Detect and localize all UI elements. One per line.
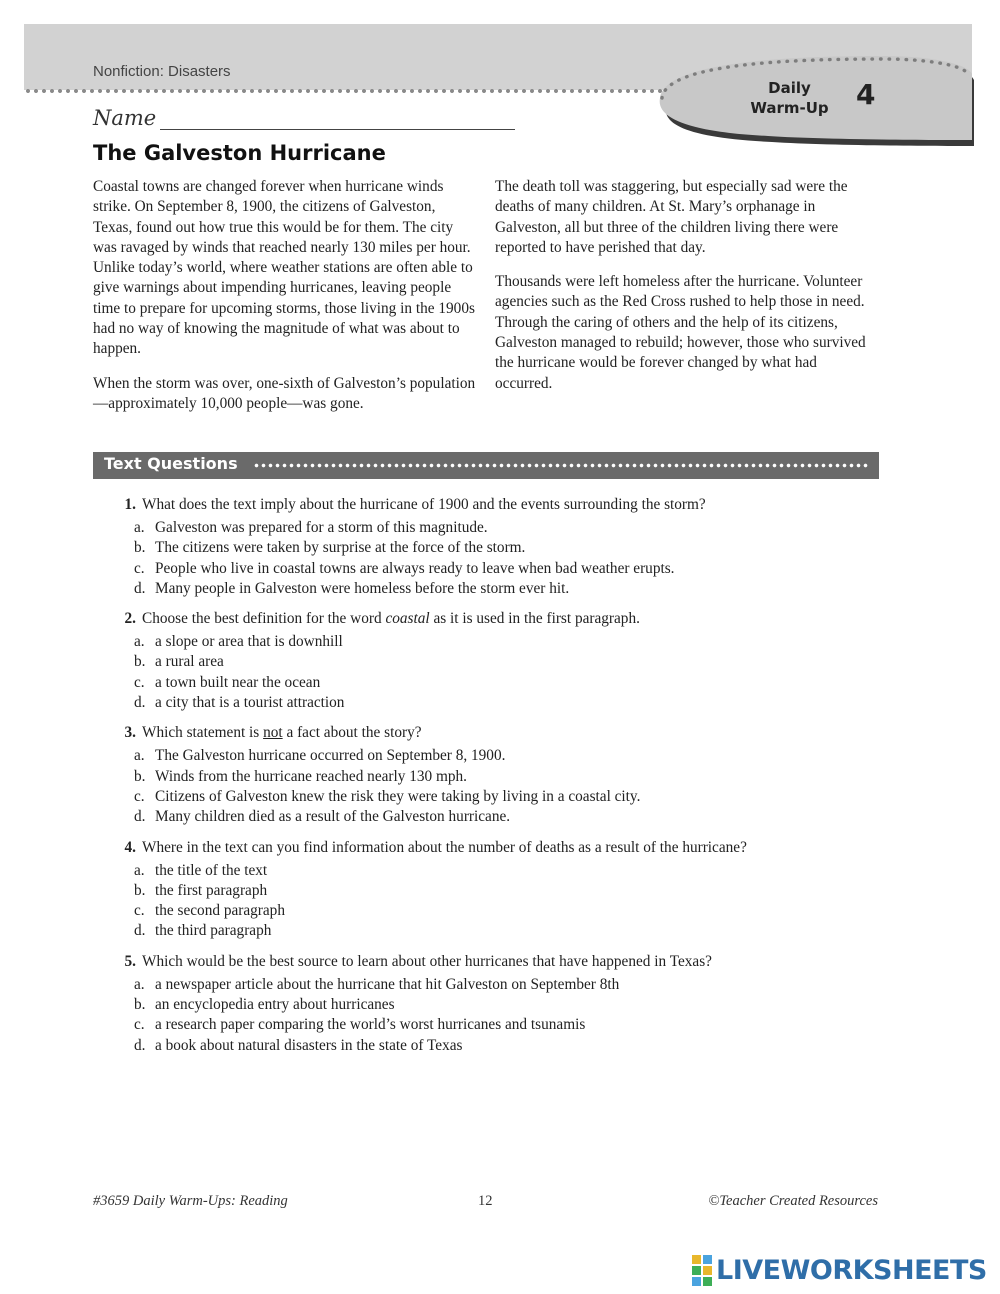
- stem-text: Which statement is: [142, 724, 264, 742]
- option-letter: c.: [134, 902, 145, 920]
- option-letter: d.: [134, 694, 146, 712]
- option-text: the first paragraph: [155, 881, 268, 899]
- option-letter: d.: [134, 922, 146, 940]
- passage-paragraph: Coastal towns are changed forever when hurricane winds strike. On September 8, 1900, the citizens of Galveston, Texas, found out how true this would be for them. The city was ravaged by winds that reached nearly 130 miles per hour. Unlike today’s world, where weather stations are often able to give warnings about impending hurricanes, leaving people time to prepare for upcoming storms, those living in the 1900s had no way of knowing the magnitude of what was about to happen.: [93, 178, 475, 358]
- option-text: the title of the text: [155, 861, 268, 879]
- stem-emphasis: not: [263, 724, 283, 742]
- dotted-divider: [24, 88, 664, 94]
- footer-copyright: ©Teacher Created Resources: [708, 1193, 878, 1209]
- option-letter: a.: [134, 633, 145, 651]
- liveworksheets-logo[interactable]: [692, 1255, 987, 1286]
- name-field-line[interactable]: [160, 129, 515, 130]
- passage-paragraph: When the storm was over, one-sixth of Galveston’s population—approximately 10,000 people—was gone.: [93, 374, 476, 412]
- question-number: 5.: [124, 952, 136, 970]
- option-letter: b.: [134, 653, 146, 671]
- question-1: [108, 494, 898, 599]
- question-list: [108, 494, 898, 1065]
- answer-option[interactable]: [134, 807, 898, 827]
- footer-page-number: 12: [478, 1193, 493, 1209]
- question-number: 1.: [124, 496, 136, 513]
- question-stem: What does the text imply about the hurricane of 1900 and the events surrounding the storm?: [142, 496, 706, 513]
- question-2: [108, 608, 898, 713]
- option-text: Winds from the hurricane reached nearly 130 mph.: [155, 767, 468, 785]
- question-stem: [142, 722, 422, 743]
- answer-option[interactable]: [134, 975, 898, 995]
- option-letter: d.: [134, 579, 146, 597]
- option-letter: b.: [134, 539, 146, 557]
- liveworksheets-icon: [692, 1255, 712, 1286]
- passage-right-column: [495, 177, 875, 408]
- option-letter: c.: [134, 673, 145, 691]
- option-text: Many children died as a result of the Galveston hurricane.: [155, 808, 511, 826]
- option-letter: c.: [134, 559, 145, 577]
- question-number: 4.: [124, 838, 136, 856]
- answer-option[interactable]: [134, 652, 898, 672]
- page-title: The Galveston Hurricane: [93, 141, 386, 165]
- answer-option[interactable]: [134, 921, 898, 941]
- passage-left-column: [93, 177, 478, 428]
- liveworksheets-wordmark: LIVEWORKSHEETS: [716, 1255, 987, 1286]
- question-4: [108, 837, 898, 942]
- passage-paragraph: Thousands were left homeless after the hurricane. Volunteer agencies such as the Red Cross rushed to help those in need. Through the caring of others and the help of its citizens, Galveston managed to rebuild; however, those who survived the hurricane would be forever changed by what had occurred.: [495, 273, 866, 392]
- option-text: a research paper comparing the world’s worst hurricanes and tsunamis: [155, 1016, 586, 1034]
- answer-option[interactable]: [134, 1036, 898, 1056]
- option-text: Galveston was prepared for a storm of this magnitude.: [155, 519, 488, 536]
- answer-option[interactable]: [134, 1015, 898, 1035]
- question-number: 3.: [124, 724, 136, 742]
- question-stem: Where in the text can you find information about the number of deaths as a result of the hurricane?: [142, 838, 747, 856]
- section-label: Nonfiction: Disasters: [93, 63, 231, 80]
- question-5: [108, 951, 898, 1056]
- badge-title: [742, 78, 837, 118]
- option-text: an encyclopedia entry about hurricanes: [155, 996, 395, 1014]
- option-letter: a.: [134, 519, 145, 536]
- option-letter: a.: [134, 747, 145, 765]
- badge-line-daily: Daily: [768, 79, 811, 97]
- option-letter: b.: [134, 767, 146, 785]
- option-letter: a.: [134, 975, 145, 993]
- badge-line-warmup: Warm-Up: [750, 99, 829, 117]
- option-letter: d.: [134, 808, 146, 826]
- answer-option[interactable]: [134, 559, 898, 579]
- option-letter: a.: [134, 861, 145, 879]
- text-questions-bar: [93, 452, 879, 479]
- option-text: a city that is a tourist attraction: [155, 694, 345, 712]
- option-letter: c.: [134, 787, 145, 805]
- option-text: a rural area: [155, 653, 224, 671]
- stem-text: a fact about the story?: [282, 724, 422, 742]
- option-text: a newspaper article about the hurricane that hit Galveston on September 8th: [155, 975, 620, 993]
- answer-option[interactable]: [134, 693, 898, 713]
- question-stem: Which would be the best source to learn about other hurricanes that have happened in Texas?: [142, 952, 712, 970]
- answer-option[interactable]: [134, 518, 898, 538]
- option-text: a slope or area that is downhill: [155, 633, 343, 651]
- answer-option[interactable]: [134, 901, 898, 921]
- option-text: Many people in Galveston were homeless before the storm ever hit.: [155, 579, 570, 597]
- question-3: [108, 722, 898, 827]
- option-text: a book about natural disasters in the state of Texas: [155, 1036, 463, 1054]
- answer-option[interactable]: [134, 881, 898, 901]
- answer-option[interactable]: [134, 632, 898, 652]
- option-text: Citizens of Galveston knew the risk they were taking by living in a coastal city.: [155, 787, 641, 805]
- answer-option[interactable]: [134, 995, 898, 1015]
- text-questions-label: Text Questions: [104, 454, 238, 473]
- option-letter: b.: [134, 996, 146, 1014]
- stem-emphasis: coastal: [385, 610, 430, 628]
- option-letter: d.: [134, 1036, 146, 1054]
- stem-text: as it is used in the first paragraph.: [429, 610, 640, 628]
- option-text: the second paragraph: [155, 902, 285, 920]
- answer-option[interactable]: [134, 767, 898, 787]
- dotted-leader: [253, 463, 869, 468]
- answer-option[interactable]: [134, 673, 898, 693]
- answer-option[interactable]: [134, 861, 898, 881]
- option-letter: b.: [134, 881, 146, 899]
- option-text: the third paragraph: [155, 922, 272, 940]
- answer-option[interactable]: [134, 787, 898, 807]
- stem-text: Choose the best definition for the word: [142, 610, 386, 628]
- name-label: Name: [93, 106, 157, 130]
- badge-number: 4: [856, 78, 876, 111]
- option-text: The Galveston hurricane occurred on September 8, 1900.: [155, 747, 506, 765]
- answer-option[interactable]: [134, 538, 898, 558]
- question-stem: [142, 608, 640, 629]
- option-text: People who live in coastal towns are always ready to leave when bad weather erupts.: [155, 559, 675, 577]
- footer-book-title: #3659 Daily Warm-Ups: Reading: [93, 1193, 288, 1209]
- option-text: a town built near the ocean: [155, 673, 321, 691]
- answer-option[interactable]: [134, 579, 898, 599]
- passage-paragraph: The death toll was staggering, but especially sad were the deaths of many children. At St. Mary’s orphanage in Galveston, all but three of the children living there were reported to have perished that day.: [495, 178, 848, 256]
- option-text: The citizens were taken by surprise at the force of the storm.: [155, 539, 526, 557]
- answer-option[interactable]: [134, 746, 898, 766]
- option-letter: c.: [134, 1016, 145, 1034]
- question-number: 2.: [124, 610, 136, 628]
